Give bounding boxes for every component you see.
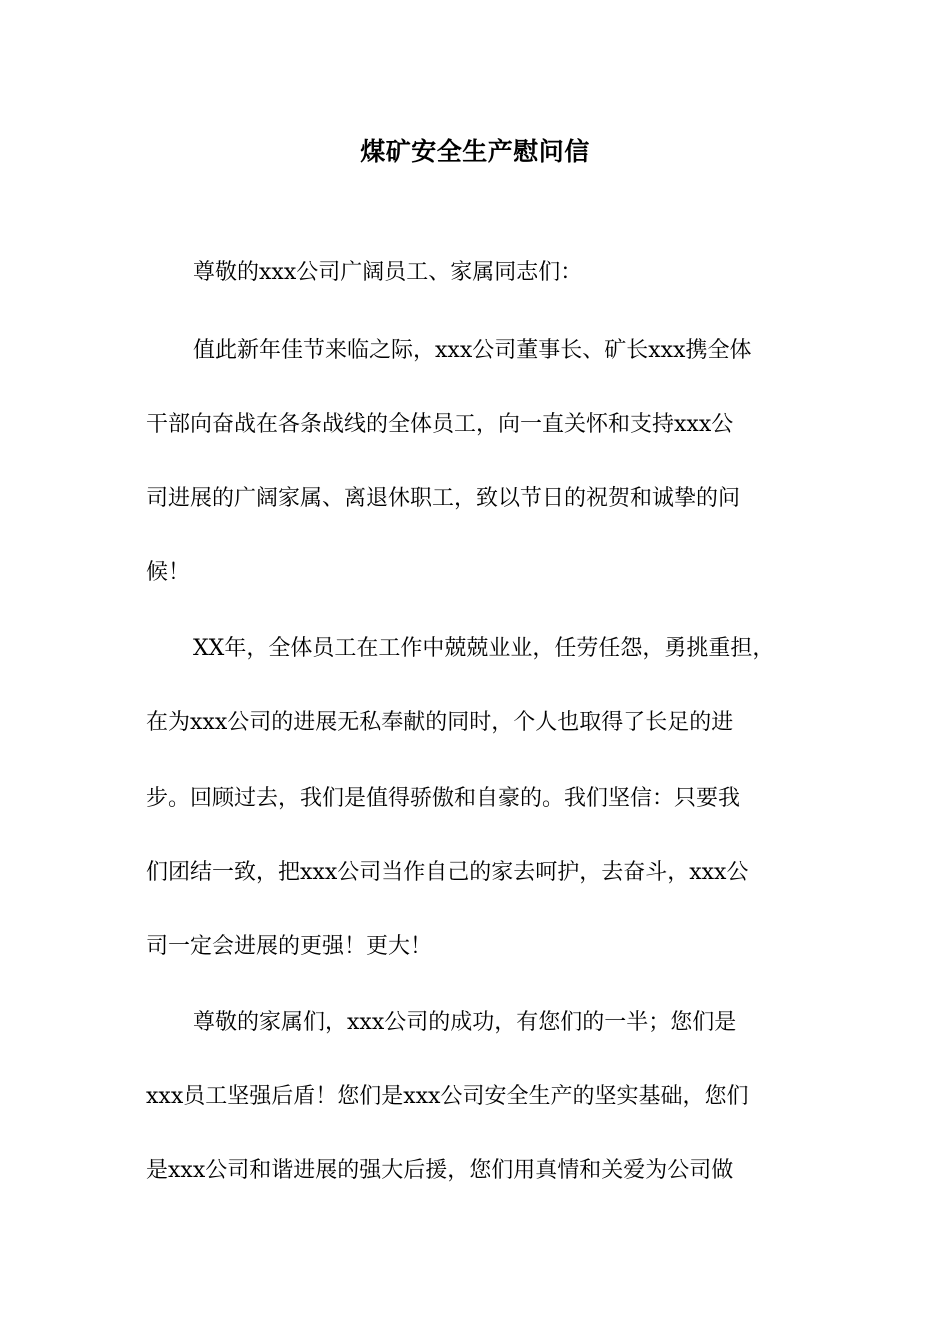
paragraph-line: 司进展的广阔家属、离退休职工，致以节日的祝贺和诚挚的问 — [146, 486, 741, 511]
paragraph-line: 值此新年佳节来临之际，xxx公司董事长、矿长xxx携全体 — [193, 338, 752, 363]
paragraph-line: 候！ — [146, 560, 191, 585]
salutation-line: 尊敬的xxx公司广阔员工、家属同志们： — [193, 260, 583, 285]
paragraph-line: 们团结一致，把xxx公司当作自己的家去呵护，去奋斗，xxx公 — [146, 860, 749, 885]
paragraph-line: xxx员工坚强后盾！您们是xxx公司安全生产的坚实基础，您们 — [146, 1084, 749, 1109]
paragraph-line: 尊敬的家属们，xxx公司的成功，有您们的一半；您们是 — [193, 1010, 737, 1035]
paragraph-line: XX年，全体员工在工作中兢兢业业，任劳任怨，勇挑重担， — [193, 636, 775, 661]
paragraph-line: 司一定会进展的更强！更大！ — [146, 934, 433, 959]
paragraph-line: 干部向奋战在各条战线的全体员工，向一直关怀和支持xxx公 — [146, 412, 734, 437]
paragraph-line: 步。回顾过去，我们是值得骄傲和自豪的。我们坚信：只要我 — [146, 786, 741, 811]
document-title: 煤矿安全生产慰问信 — [360, 137, 590, 166]
paragraph-line: 在为xxx公司的进展无私奉献的同时，个人也取得了长足的进 — [146, 710, 734, 735]
paragraph-line: 是xxx公司和谐进展的强大后援，您们用真情和关爱为公司做 — [146, 1158, 734, 1183]
